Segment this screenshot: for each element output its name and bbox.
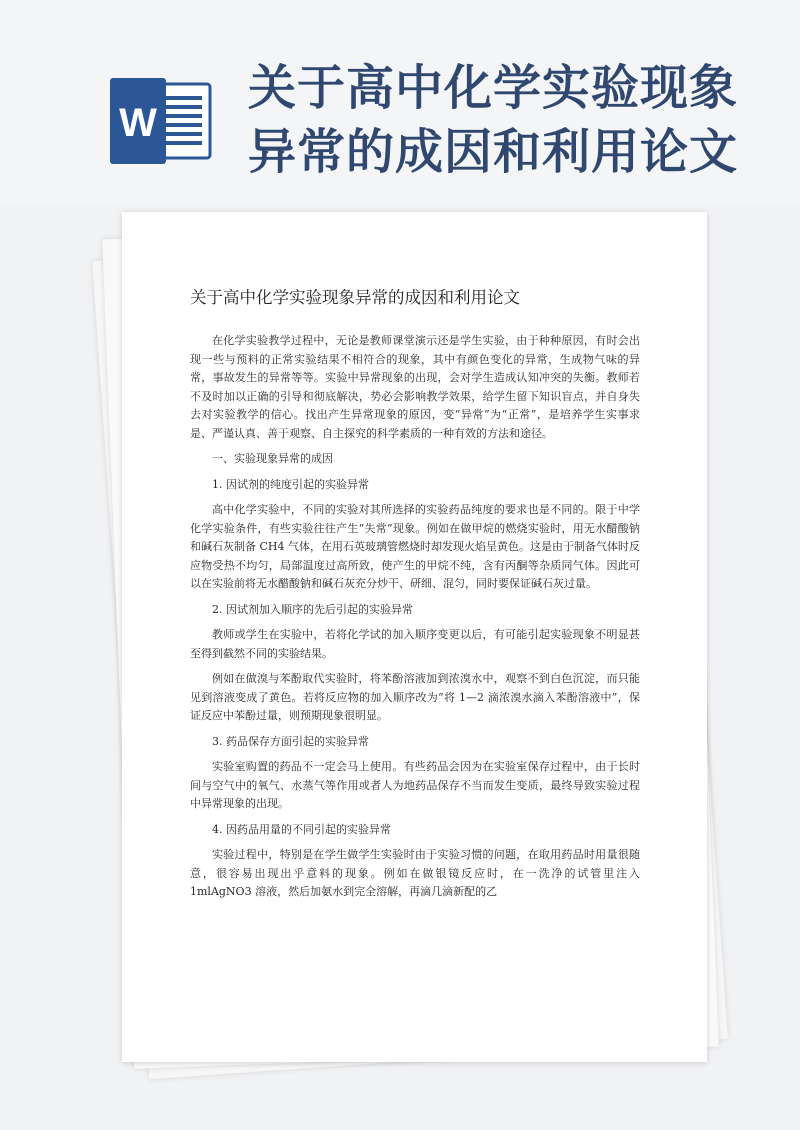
banner-title [248,56,788,184]
subheading-3: 3. 药品保存方面引起的实验异常 [212,734,369,748]
paragraph: 教师或学生在实验中，若将化学试的加入顺序变更以后，有可能引起实验现象不明显甚至得到截然不同的实验结果。 [190,628,640,660]
banner-title-line-1: 关于高中化学实验现象 [248,60,739,116]
header-banner [0,0,800,205]
paragraph-intro: 在化学实验教学过程中，无论是教师课堂演示还是学生实验，由于种种原因，有时会出现一些与预料的正常实验结果不相符合的现象，其中有颜色变化的异常，生成物气味的异常，事故发生的异常等等。实验中异常现象的出现，会对学生造成认知冲突的失衡。教师若不及时加以正确的引导和彻底解决，势必会影响教学效果，给学生留下知识盲点，并自身失去对实验教学的信心。找出产生异常现象的原因，变“异常”为“正常”，是培养学生实事求是、严谨认真、善于观察、自主探究的科学素质的一种有效的方法和途径。 [190,334,640,440]
paragraph: 实验过程中，特别是在学生做学生实验时由于实验习惯的问题，在取用药品时用量很随意，很容易出现出乎意料的现象。例如在做银镜反应时，在一洗净的试管里注入 1mlAgNO3 溶液，然后加氨水到完全溶解，再滴几滴新配的乙 [190,848,640,898]
document-body [190,332,640,909]
paragraph: 实验室购置的药品不一定会马上使用。有些药品会因为在实验室保存过程中，由于长时间与空气中的氧气、水蒸气等作用或者人为地药品保存不当而发生变质，最终导致实验过程中异常现象的出现。 [190,760,640,810]
svg-text:W: W [119,101,157,145]
document-title: 关于高中化学实验现象异常的成因和利用论文 [190,288,520,307]
paragraph: 例如在做溴与苯酚取代实验时，将苯酚溶液加到浓溴水中，观察不到白色沉淀，而只能见到溶液变成了黄色。若将反应物的加入顺序改为“将 1—2 滴浓溴水滴入苯酚溶液中”，保证反应中苯酚过量，则预期现象很明显。 [190,672,640,722]
section-heading: 一、实验现象异常的成因 [212,452,333,465]
banner-title-line-2: 异常的成因和利用论文 [248,124,739,180]
subheading-1: 1. 因试剂的纯度引起的实验异常 [212,477,369,491]
subheading-4: 4. 因药品用量的不同引起的实验异常 [212,822,391,836]
paragraph: 高中化学实验中，不同的实验对其所选择的实验药品纯度的要求也是不同的。限于中学化学实验条件，有些实验往往产生“失常”现象。例如在做甲烷的燃烧实验时，用无水醋酸钠和碱石灰制备 CH4 气体，在用石英玻璃管燃烧时却发现火焰呈黄色。这是由于制备气体时反应物受热不均匀，局部温度过高所致，使产生的甲烷不纯，含有丙酮等杂质同气体。因此可以在实验前将无水醋酸钠和碱石灰充分炒干、研细、混匀，同时要保证碱石灰过量。 [190,503,640,590]
document-page [122,212,707,1062]
word-document-icon [108,78,216,164]
subheading-2: 2. 因试剂加入顺序的先后引起的实验异常 [212,602,413,616]
